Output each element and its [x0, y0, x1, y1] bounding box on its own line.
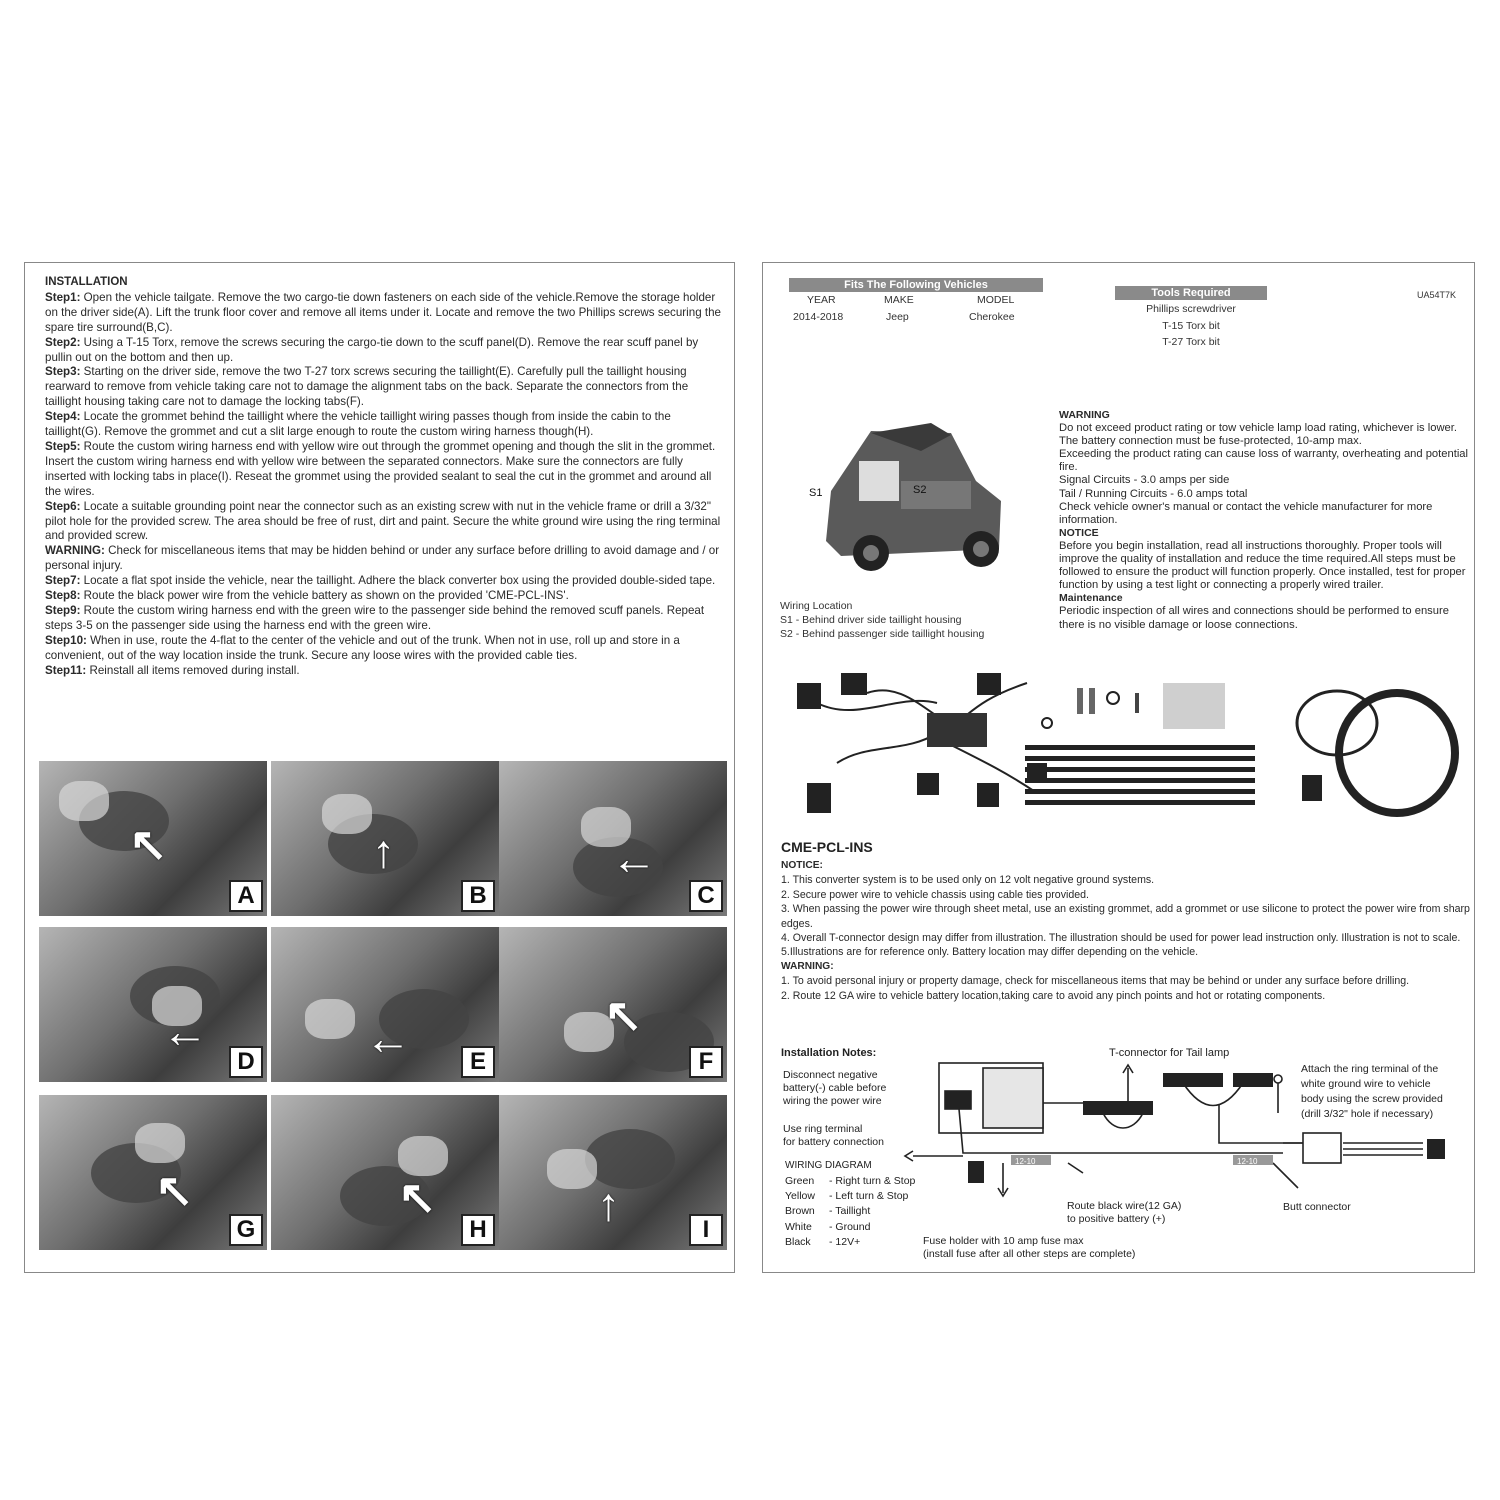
warning-line: Do not exceed product rating or tow vehicle lamp load rating, whichever is lower. The battery connection must be fuse-protected, 10-amp max.	[1059, 422, 1457, 448]
step-paragraph	[45, 574, 721, 589]
route-black-label: Route black wire(12 GA) to positive battery (+)	[1067, 1200, 1182, 1225]
fuse-holder-label: Fuse holder with 10 amp fuse max (install fuse after all other steps are complete)	[923, 1235, 1136, 1260]
wire-gauge-label: 12-10	[1015, 1157, 1036, 1166]
maintenance-text: Periodic inspection of all wires and connections should be performed to ensure there is no visible damage or loose connections.	[1059, 605, 1449, 631]
wire-legend-row	[785, 1189, 915, 1204]
tool-item: T-15 Torx bit	[1162, 319, 1220, 332]
step-photo	[499, 761, 727, 916]
notice-title: NOTICE	[1059, 526, 1099, 539]
step-paragraph	[45, 365, 721, 410]
kit-contents-illustration	[777, 663, 1469, 823]
warning-line: Check vehicle owner's manual or contact the vehicle manufacturer for more information.	[1059, 500, 1433, 526]
arrow-icon: ←	[611, 832, 657, 884]
tools-header: Tools Required	[1115, 286, 1267, 300]
wire-gauge-label: 12-10	[1237, 1157, 1258, 1166]
tools-list	[1115, 301, 1267, 351]
arrow-icon: ↖	[398, 1171, 437, 1223]
wiring-location	[780, 599, 984, 641]
wiring-location-title: Wiring Location	[780, 600, 853, 612]
warning-line: Tail / Running Circuits - 6.0 amps total	[1059, 487, 1248, 500]
notes-section	[781, 859, 1471, 1003]
wire-color: Green	[785, 1175, 815, 1187]
cme-title: CME-PCL-INS	[781, 839, 873, 855]
wire-color-legend	[785, 1174, 915, 1250]
wire-legend-row	[785, 1204, 915, 1219]
photo-label: C	[689, 880, 723, 912]
step-label: Step11:	[45, 663, 87, 677]
step-text: Route the black power wire from the vehicle battery as shown on the provided 'CME-PCL-INS'.	[80, 589, 569, 603]
notice2-item: 1. This converter system is to be used only on 12 volt negative ground systems.	[781, 874, 1155, 887]
warning-line: Signal Circuits - 3.0 amps per side	[1059, 474, 1230, 487]
step-text: Using a T-15 Torx, remove the screws securing the cargo-tie down to the scuff panel(D). Remove the rear scuff panel by pullin out on the bottom and then up.	[45, 335, 699, 364]
col-model: MODEL	[977, 294, 1015, 306]
notice2-item: 3. When passing the power wire through sheet metal, use an existing grommet, add a grommet or use silicone to protect the power wire from sharp edges.	[781, 903, 1470, 930]
wire-legend-row	[785, 1220, 915, 1235]
installation-page	[24, 262, 735, 1273]
step-paragraph	[45, 410, 721, 440]
step-label: Step9:	[45, 603, 81, 617]
step-label: Step2:	[45, 335, 81, 349]
step-photo	[271, 761, 499, 916]
step-text: Route the custom wiring harness end with the green wire to the passenger side behind the removed scuff panels. Repeat steps 3-5 on the passenger side using the harness end with the green wire.	[45, 603, 705, 632]
photo-label: D	[229, 1046, 263, 1078]
photo-label: I	[689, 1214, 723, 1246]
wire-function: - Ground	[829, 1220, 871, 1233]
attach-ground-label: Attach the ring terminal of the white ground wire to vehicle body using the screw provided (drill 3/32" hole if necessary)	[1301, 1063, 1443, 1120]
notice2-title: NOTICE:	[781, 860, 823, 871]
step-text: Reinstall all items removed during install.	[86, 663, 300, 677]
col-year: YEAR	[807, 294, 836, 306]
wire-function: - Taillight	[829, 1205, 871, 1218]
installation-heading: INSTALLATION	[45, 276, 128, 288]
maintenance-title: Maintenance	[1059, 592, 1123, 605]
warning-line: Exceeding the product rating can cause loss of warranty, overheating and potential fire.	[1059, 448, 1469, 474]
wiring-location-s1: S1 - Behind driver side taillight housing	[780, 614, 962, 626]
step-text: Locate a flat spot inside the vehicle, near the taillight. Adhere the black converter box using the provided double-sided tape.	[80, 574, 716, 588]
step-paragraph	[45, 634, 721, 664]
wire-color: Brown	[785, 1205, 815, 1218]
warning2-title: WARNING:	[781, 960, 834, 972]
arrow-icon: ↖	[155, 1164, 194, 1216]
photo-label: G	[229, 1214, 263, 1246]
vehicle-model: Cherokee	[969, 311, 1015, 323]
warning2-item: 1. To avoid personal injury or property damage, check for miscellaneous items that may be behind or under any surface before drilling.	[781, 975, 1410, 988]
notice-text: Before you begin installation, read all instructions thoroughly. Proper tools will improve the quality of installation and reduce the time required.All steps must be followed to ensure the product will function properly. Once installed, test for proper function by using a test light or connecting a properly wired trailer.	[1059, 539, 1466, 592]
step-label: Step7:	[45, 574, 81, 588]
step-label: Step4:	[45, 410, 81, 424]
steps-list	[45, 291, 721, 679]
notice2-item: 4. Overall T-connector design may differ from illustration. The illustration should be used for power lead instruction only. Illustration is not to scale.	[781, 932, 1461, 945]
s2-label: S2	[913, 484, 927, 496]
step-photo	[499, 927, 727, 1082]
step-label: Step5:	[45, 439, 81, 453]
tool-item: Phillips screwdriver	[1146, 303, 1236, 315]
vehicle-illustration	[801, 421, 1009, 581]
photo-label: E	[461, 1046, 495, 1078]
step-photo	[271, 927, 499, 1082]
step-text: Check for miscellaneous items that may be hidden behind or under any surface before drilling to avoid damage and / or personal injury.	[45, 544, 720, 573]
step-label: Step3:	[45, 365, 81, 379]
step-paragraph	[45, 336, 721, 366]
disconnect-label: Disconnect negative battery(-) cable before wiring the power wire	[783, 1069, 887, 1107]
step-text: Route the custom wiring harness end with yellow wire out through the grommet opening and though the slit in the grommet. Insert the custom wiring harness end with yellow wire between the separated connectors. Make sure the connectors are fully inserted with locking tabs in place(I). Reseat the grommet using the provided sealant to seal the cut in the grommet and around all the wires.	[45, 439, 716, 498]
step-paragraph	[45, 500, 721, 545]
butt-connector-label: Butt connector	[1283, 1201, 1351, 1213]
photo-label: A	[229, 880, 263, 912]
vehicle-make: Jeep	[886, 311, 909, 323]
photo-label: F	[689, 1046, 723, 1078]
step-text: When in use, route the 4-flat to the center of the vehicle and out of the trunk. When not in use, roll up and store in a convenient, out of the way location inside the trunk. Secure any loose wires with the provided cable ties.	[45, 633, 680, 662]
step-paragraph	[45, 664, 721, 679]
instruction-sheet-page	[762, 262, 1475, 1273]
step-photo	[39, 1095, 267, 1250]
photo-label: H	[461, 1214, 495, 1246]
photo-label: B	[461, 880, 495, 912]
wire-function: - Left turn & Stop	[829, 1190, 909, 1203]
wiring-diagram-title: WIRING DIAGRAM	[785, 1160, 872, 1171]
installation-notes-title: Installation Notes:	[781, 1047, 877, 1059]
step-text: Locate a suitable grounding point near the connector such as an existing screw with nut in the vehicle frame or drill a 3/32" pilot hole for the provided screw. The area should be free of rust, dirt and paint. Secure the white ground wire using the ring terminal and provided screw.	[45, 499, 721, 543]
step-paragraph	[45, 544, 721, 574]
step-text: Starting on the driver side, remove the two T-27 torx screws securing the taillight(E). Carefully pull the taillight housing rearward to remove from vehicle taking care not to damage the alignment tabs on the back. Separate the connectors from the taillight housing taking care not to damage the locking tabs(F).	[45, 365, 689, 409]
step-label: WARNING:	[45, 544, 105, 558]
arrow-icon: ↖	[604, 989, 643, 1041]
wire-function: - 12V+	[829, 1235, 861, 1248]
step-photo	[39, 761, 267, 916]
wire-color: Black	[785, 1235, 811, 1248]
product-code: UA54T7K	[1417, 290, 1457, 300]
s1-label: S1	[809, 487, 823, 499]
step-paragraph	[45, 291, 721, 336]
arrow-icon: ↖	[129, 818, 168, 870]
installation-instructions	[45, 275, 721, 678]
wire-legend-row	[785, 1174, 915, 1189]
step-paragraph	[45, 440, 721, 500]
step-text: Locate the grommet behind the taillight where the vehicle taillight wiring passes though from inside the cabin to the taillight(G). Remove the grommet and cut a slit large enough to route the custom wiring harness though(H).	[45, 410, 671, 439]
step-label: Step8:	[45, 589, 81, 603]
warning-title: WARNING	[1059, 409, 1110, 421]
step-label: Step1:	[45, 290, 81, 304]
wire-color: White	[785, 1220, 812, 1233]
wire-legend-row	[785, 1235, 915, 1250]
arrow-icon: ↑	[597, 1178, 620, 1230]
notice2-item: 2. Secure power wire to vehicle chassis using cable ties provided.	[781, 888, 1089, 901]
arrow-icon: ↑	[372, 825, 395, 877]
step-photo	[499, 1095, 727, 1250]
tool-item: T-27 Torx bit	[1162, 336, 1220, 348]
step-paragraph	[45, 604, 721, 634]
wiring-location-s2: S2 - Behind passenger side taillight housing	[780, 628, 985, 640]
col-make: MAKE	[884, 294, 914, 306]
step-text: Open the vehicle tailgate. Remove the two cargo-tie down fasteners on each side of the vehicle.Remove the storage holder on the driver side(A). Lift the trunk floor cover and remove all items under it. Locate and remove the two Phillips screws securing the spare tire surround(B,C).	[45, 290, 721, 334]
arrow-icon: ←	[162, 1005, 208, 1057]
warning-notice-block	[1059, 409, 1469, 632]
step-photo	[271, 1095, 499, 1250]
step-label: Step6:	[45, 499, 81, 513]
step-paragraph	[45, 589, 721, 604]
step-photo	[39, 927, 267, 1082]
t-connector-label: T-connector for Tail lamp	[1109, 1047, 1230, 1059]
notice2-item: 5.Illustrations are for reference only. Battery location may differ depending on the vehicle.	[781, 946, 1199, 959]
step-label: Step10:	[45, 633, 87, 647]
wire-function: - Right turn & Stop	[829, 1175, 916, 1187]
warning2-item: 2. Route 12 GA wire to vehicle battery location,taking care to avoid any pinch points and hot or rotating components.	[781, 989, 1326, 1002]
ring-terminal-label: Use ring terminal for battery connection	[783, 1123, 884, 1148]
wire-color: Yellow	[785, 1190, 815, 1203]
arrow-icon: ←	[365, 1012, 411, 1064]
vehicle-year: 2014-2018	[793, 311, 844, 323]
fits-vehicles-header: Fits The Following Vehicles	[789, 278, 1043, 292]
